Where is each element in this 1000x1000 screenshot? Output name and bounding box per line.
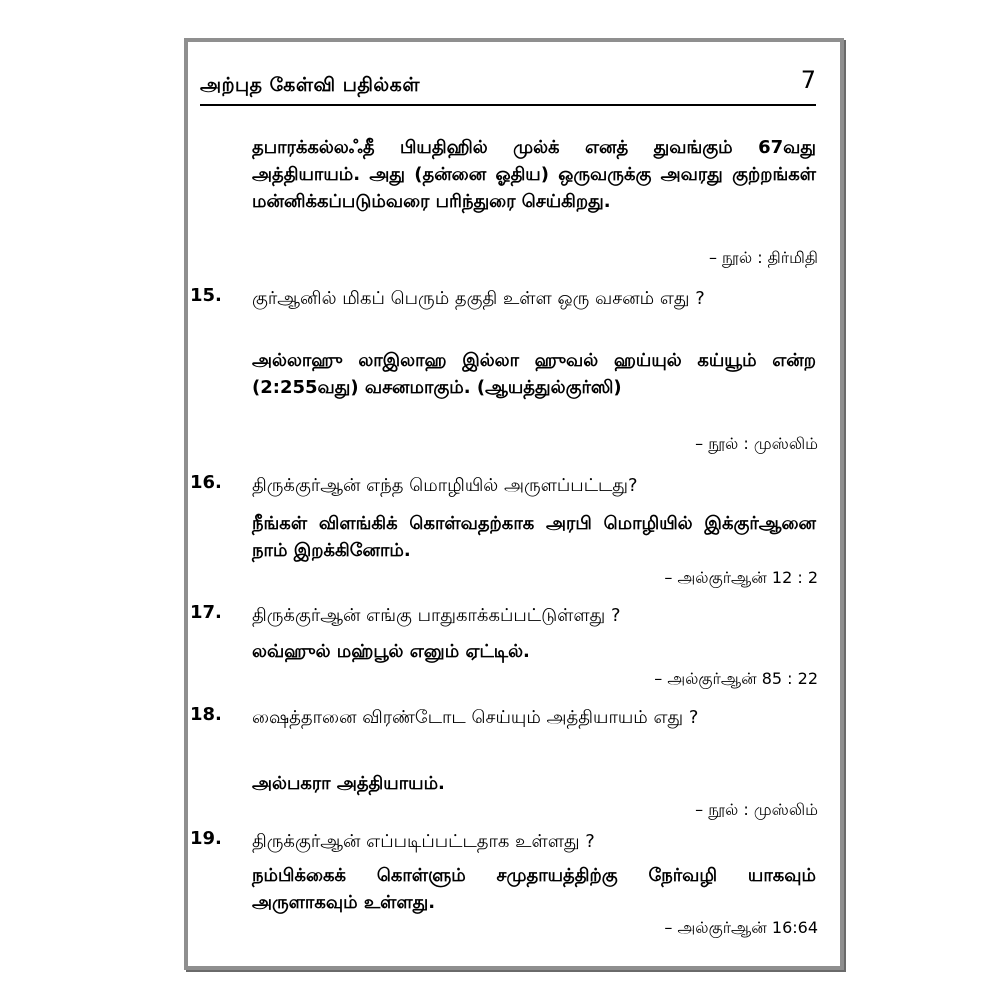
- page-frame: [184, 38, 844, 970]
- page-number: 7: [800, 66, 816, 94]
- answer-text: அல்பகரா அத்தியாயம்.: [252, 773, 445, 794]
- book-title: அற்புத கேள்வி பதில்கள்: [200, 74, 420, 96]
- answer-source: – நூல் : முஸ்லிம்: [695, 434, 818, 453]
- answer-source: – அல்குர்ஆன் 85 : 22: [654, 669, 818, 688]
- answer-text: லவ்ஹுல் மஹ்பூல் எனும் ஏட்டில்.: [252, 641, 530, 662]
- answer-source: – அல்குர்ஆன் 12 : 2: [664, 568, 818, 587]
- answer-source: – அல்குர்ஆன் 16:64: [664, 918, 818, 937]
- page-header: [200, 64, 816, 106]
- question-text: ஷைத்தானை விரண்டோட செய்யும் அத்தியாயம் எது ?: [252, 707, 699, 728]
- question-text: திருக்குர்ஆன் எப்படிப்பட்டதாக உள்ளது ?: [252, 831, 595, 852]
- question-number: 15.: [190, 285, 222, 306]
- answer-source: – நூல் : முஸ்லிம்: [695, 800, 818, 819]
- question-number: 16.: [190, 472, 222, 493]
- question-text: திருக்குர்ஆன் எங்கு பாதுகாக்கப்பட்டுள்ளது ?: [252, 605, 621, 626]
- question-number: 19.: [190, 828, 222, 849]
- question-text: திருக்குர்ஆன் எந்த மொழியில் அருளப்பட்டது?: [252, 475, 638, 496]
- answer-text: அல்லாஹு லாஇலாஹ இல்லா ஹுவல் ஹய்யுல் கய்யூம் என்ற (2:255வது) வசனமாகும். (ஆயத்துல்குர்ஸி): [252, 350, 816, 398]
- question-number: 18.: [190, 704, 222, 725]
- intro-answer: தபாரக்கல்லஃதீ பியதிஹில் முல்க் எனத் துவங்கும் 67வது அத்தியாயம். அது (தன்னை ஓதிய) ஒருவருக்கு அவரது குற்றங்கள் மன்னிக்கப்படும்வரை பரிந்துரை செய்கிறது.: [252, 137, 816, 212]
- answer-text: நீங்கள் விளங்கிக் கொள்வதற்காக அரபி மொழியில் இக்குர்ஆனை நாம் இறக்கினோம்.: [252, 513, 816, 561]
- intro-source: – நூல் : திர்மிதி: [708, 248, 818, 267]
- answer-text: நம்பிக்கைக் கொள்ளும் சமுதாயத்திற்கு நேர்வழி யாகவும் அருளாகவும் உள்ளது.: [252, 865, 816, 913]
- question-text: குர்ஆனில் மிகப் பெரும் தகுதி உள்ள ஒரு வசனம் எது ?: [252, 288, 705, 309]
- question-number: 17.: [190, 602, 222, 623]
- book-page: [188, 42, 840, 966]
